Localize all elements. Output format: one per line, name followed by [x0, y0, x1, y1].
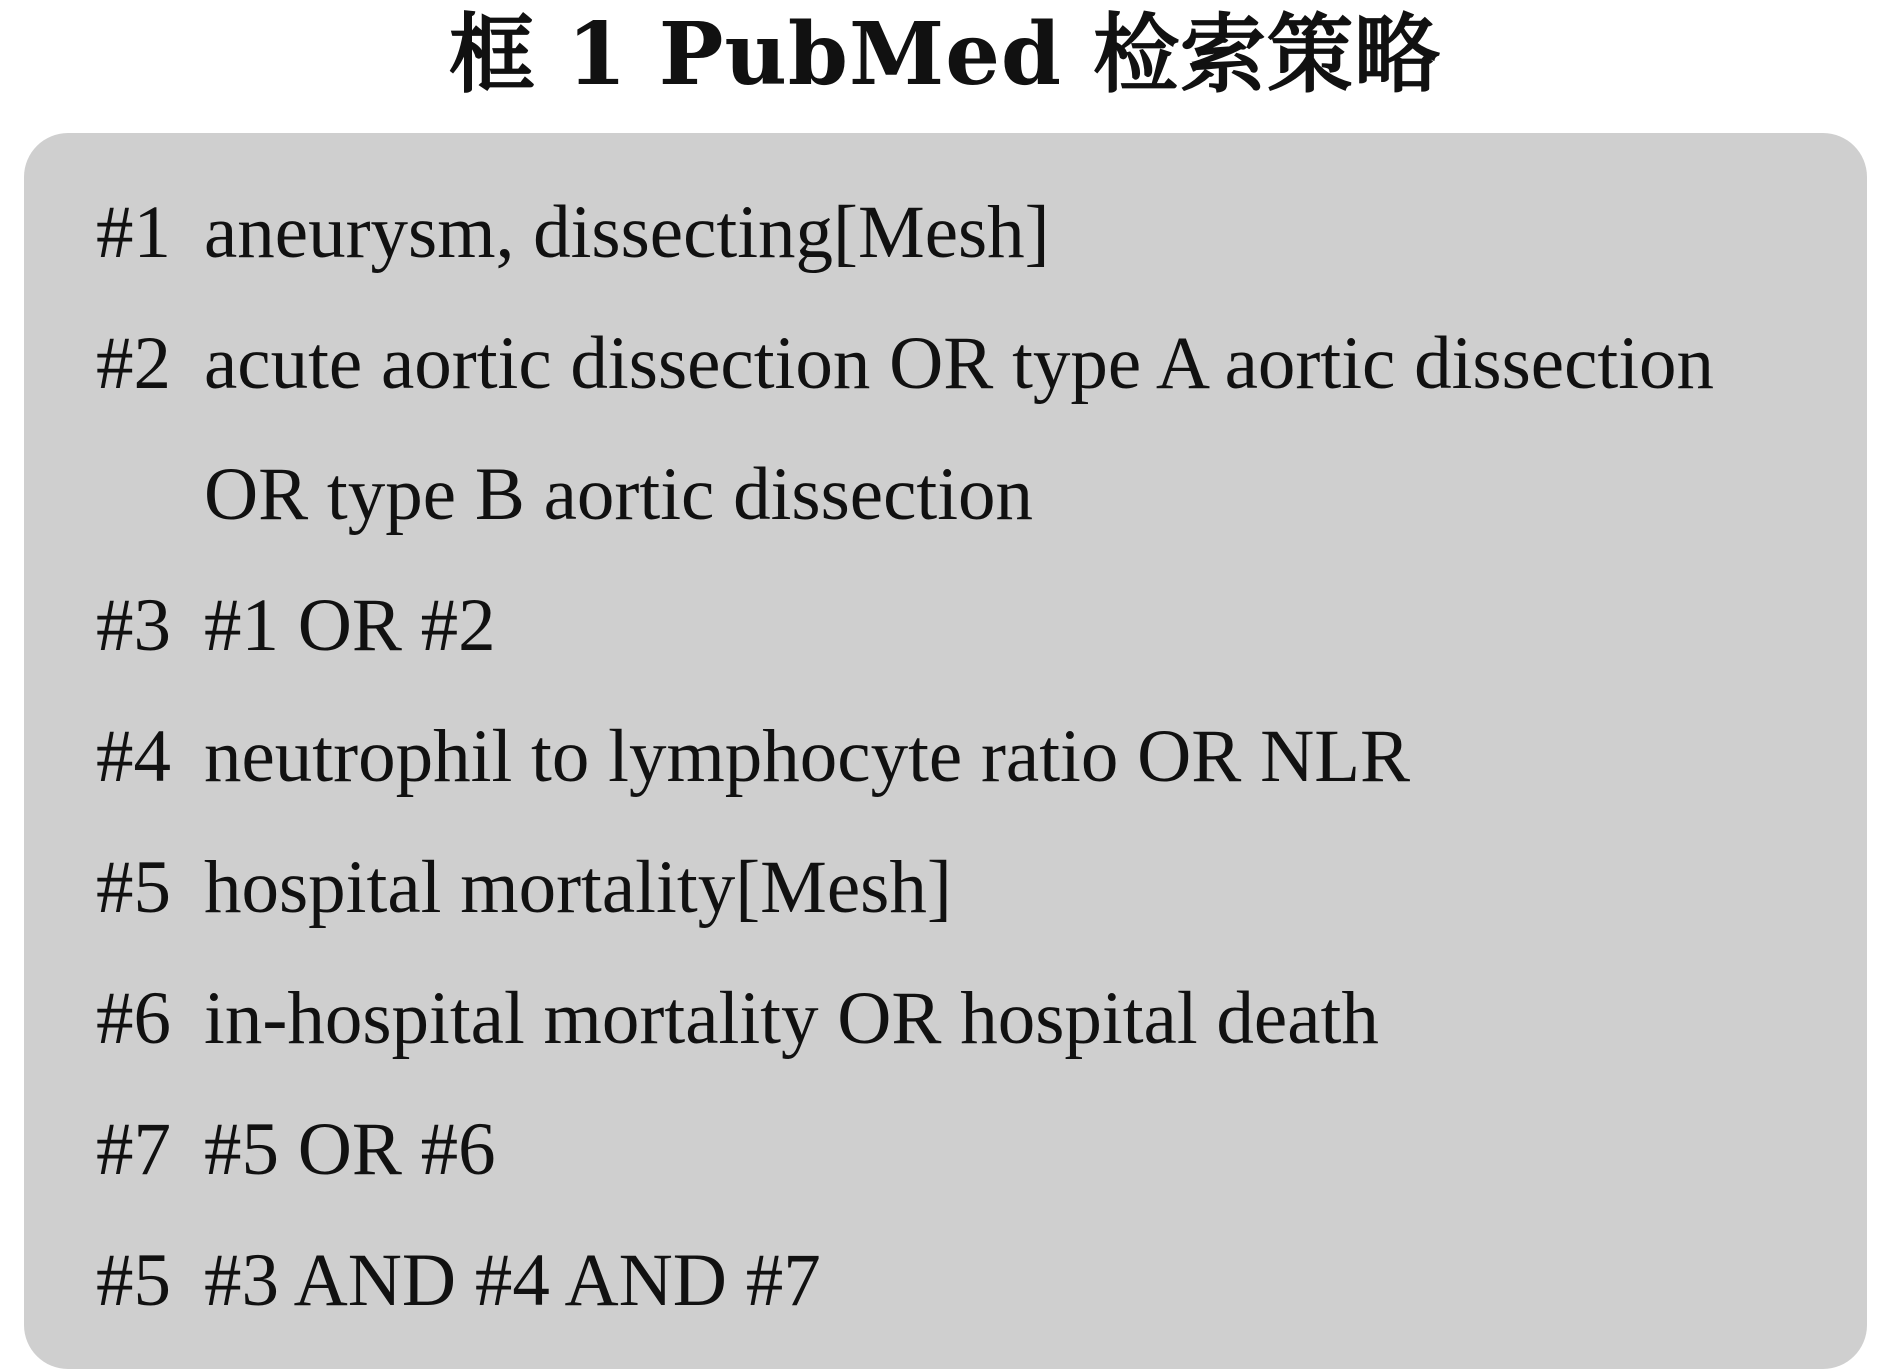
strategy-line — [96, 691, 1867, 822]
line-text: in-hospital mortality OR hospital death — [204, 977, 1379, 1060]
strategy-line — [96, 1215, 1867, 1346]
line-text: #1 OR #2 — [204, 584, 496, 667]
line-text: #5 OR #6 — [204, 1108, 496, 1191]
search-strategy-panel — [24, 133, 1867, 1369]
line-text: #3 AND #4 AND #7 — [204, 1239, 821, 1322]
line-number: #5 — [96, 846, 171, 929]
line-text: neutrophil to lymphocyte ratio OR NLR — [204, 715, 1411, 798]
box-title: 框 1 PubMed 检索策略 — [448, 4, 1442, 105]
line-text: hospital mortality[Mesh] — [204, 846, 952, 929]
strategy-line — [96, 298, 1867, 429]
line-number: #2 — [96, 322, 171, 405]
line-text: aneurysm, dissecting[Mesh] — [204, 191, 1050, 274]
strategy-line-continuation — [96, 429, 1867, 560]
strategy-line — [96, 953, 1867, 1084]
line-number: #1 — [96, 191, 171, 274]
strategy-line — [96, 822, 1867, 953]
line-text: acute aortic dissection OR type A aortic dissection — [204, 322, 1715, 405]
line-number: #7 — [96, 1108, 171, 1191]
line-number: #5 — [96, 1239, 171, 1322]
line-number: #4 — [96, 715, 171, 798]
line-number: #3 — [96, 584, 171, 667]
line-text: OR type B aortic dissection — [204, 453, 1034, 536]
strategy-line — [96, 560, 1867, 691]
strategy-line — [96, 1084, 1867, 1215]
strategy-line — [96, 167, 1867, 298]
line-number: #6 — [96, 977, 171, 1060]
